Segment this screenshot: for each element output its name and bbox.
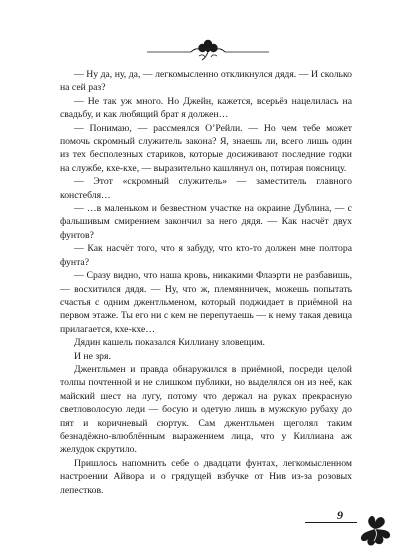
four-leaf-clover-icon (357, 512, 393, 548)
paragraph: Джентльмен и правда обнаружился в приёмной, посреди целой толпы почтенной и не слишком публики, но выделялся он из неё, как майский шест на лугу, потому что держал на руках прекрасную светловолосую леди — босую и одетую лишь в мужскую рубаху до пят и коричневый сюртук. Сам джентльмен щеголял таким безнадёжно-влюблённым выражением лица, что у Киллиана аж желудок скрутило. (60, 363, 352, 456)
paragraph: — Не так уж много. Но Джейн, кажется, всерьёз нацелилась на свадьбу, и как любящий брат я должен… (60, 95, 352, 121)
paragraph: — Этот «скромный служитель» — заместитель главного констебля… (60, 176, 352, 201)
page-number: 9 (337, 508, 343, 522)
paragraph: Пришлось напомнить себе о двадцати фунтах, легкомысленном настроении Айвора и о грядущей взбучке от Нив из-за розовых лепестков. (60, 457, 352, 496)
paragraph: — Сразу видно, что наша кровь, никакими Флаэрти не разбавишь, — восхитился дядя. — Ну, что ж, племянничек, можешь попытать счастья с одним джентльменом, который поджидает в приёмной на первом этаже. Ты его ни с кем не перепутаешь — к нему такая девица прилагается, кхе-кхе… (60, 270, 352, 335)
paragraph: — Как насчёт того, что я забуду, что кто-то должен мне полтора фунта? (60, 243, 352, 268)
clover-ornament-icon (147, 36, 269, 62)
paragraph: — …в маленьком и безвестном участке на окраине Дублина, — с фальшивым смирением закончил за него дядя. — Как насчёт двух фунтов? (60, 203, 352, 241)
paragraph: — Понимаю, — рассмеялся О’Рейли. — Но чем тебе может помочь скромный служитель закона? Я, знаешь ли, всего лишь один из тех бесполезных стариков, которые досиживают последние годки на службе, кхе-кхе, — выразительно кашлянул он, потирая поясницу. (60, 122, 352, 174)
paragraph: Дядин кашель показался Киллиану зловещим. (74, 337, 265, 349)
page-footer (305, 508, 395, 550)
paragraph: И не зря. (74, 350, 111, 362)
paragraph: — Ну да, ну, да, — легкомысленно откликнулся дядя. — И сколько на сей раз? (60, 69, 352, 94)
page-body-text (60, 68, 352, 497)
footer-rule (305, 522, 357, 523)
